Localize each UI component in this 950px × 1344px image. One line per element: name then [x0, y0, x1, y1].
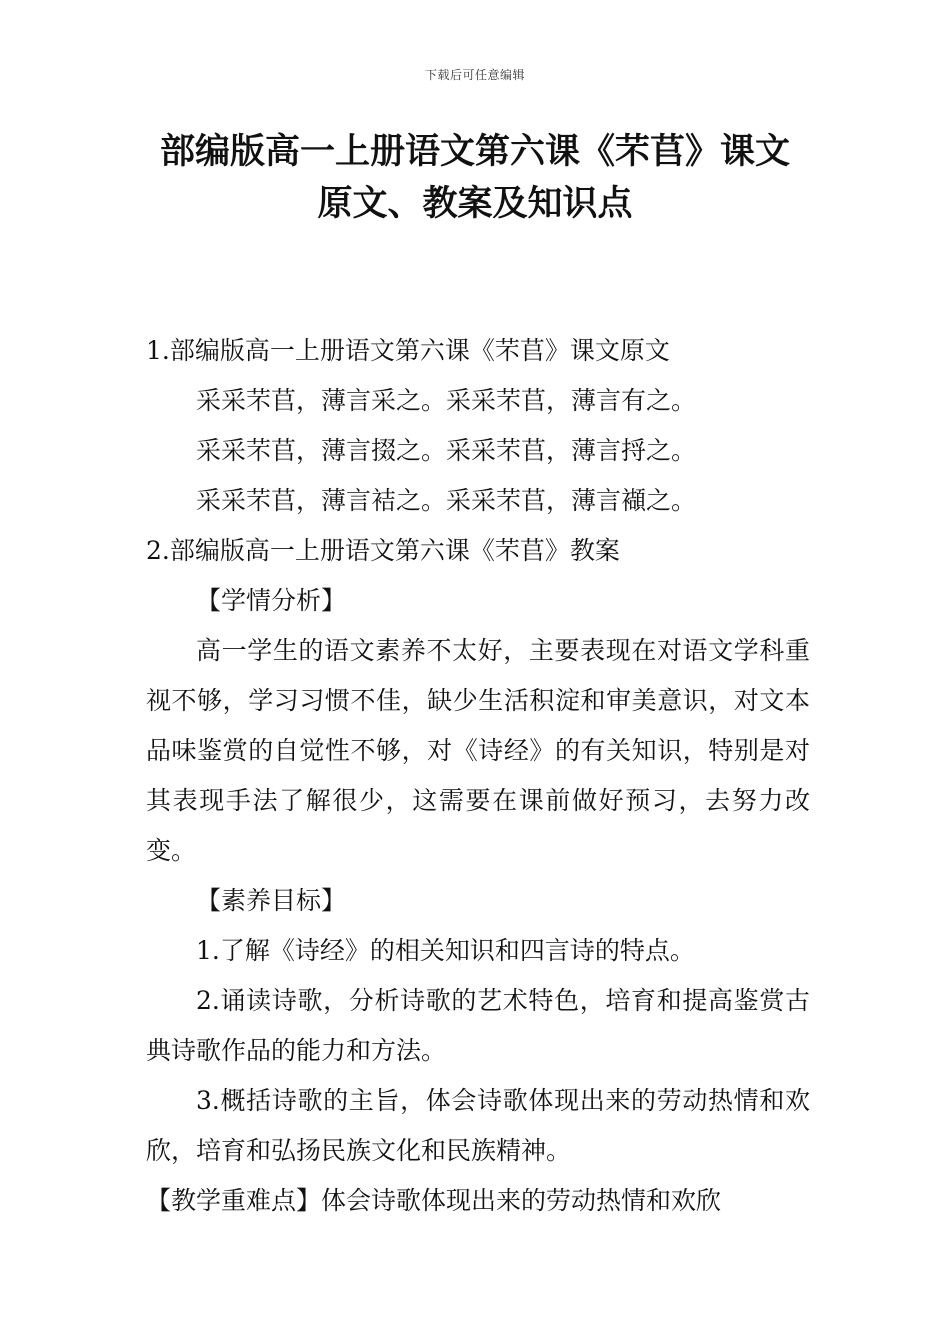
- title-line-1: 部编版高一上册语文第六课《芣苢》课文: [159, 132, 790, 172]
- goal-item-1: 1.了解《诗经》的相关知识和四言诗的特点。: [196, 936, 695, 965]
- analysis-paragraph: 高一学生的语文素养不太好，主要表现在对语文学科重视不够，学习习惯不佳，缺少生活积淀和审美意识，对文本品味鉴赏的自觉性不够，对《诗经》的有关知识，特别是对其表现手法了解很少，这需要在课前做好预习，去努力改变。: [146, 636, 810, 865]
- header-note: 下载后可任意编辑: [424, 68, 525, 82]
- goal-item-3: 3.概括诗歌的主旨，体会诗歌体现出来的劳动热情和欢欣，培育和弘扬民族文化和民族精神。: [146, 1086, 810, 1165]
- section-1-heading: 1.部编版高一上册语文第六课《芣苢》课文原文: [146, 336, 670, 365]
- goals-label: 【素养目标】: [196, 886, 347, 915]
- title-line-2: 原文、教案及知识点: [317, 184, 633, 224]
- poem-line-3: 采采芣苢，薄言袺之。采采芣苢，薄言襭之。: [196, 486, 697, 515]
- document-title: [140, 126, 810, 230]
- analysis-label: 【学情分析】: [196, 586, 347, 615]
- goal-item-2: 2.诵读诗歌，分析诗歌的艺术特色，培育和提高鉴赏古典诗歌作品的能力和方法。: [146, 986, 810, 1065]
- section-2-heading: 2.部编版高一上册语文第六课《芣苢》教案: [146, 536, 620, 565]
- poem-line-1: 采采芣苢，薄言采之。采采芣苢，薄言有之。: [196, 386, 697, 415]
- document-body: [146, 326, 810, 1226]
- poem-line-2: 采采芣苢，薄言掇之。采采芣苢，薄言捋之。: [196, 436, 697, 465]
- key-points: 【教学重难点】体会诗歌体现出来的劳动热情和欢欣: [146, 1186, 722, 1215]
